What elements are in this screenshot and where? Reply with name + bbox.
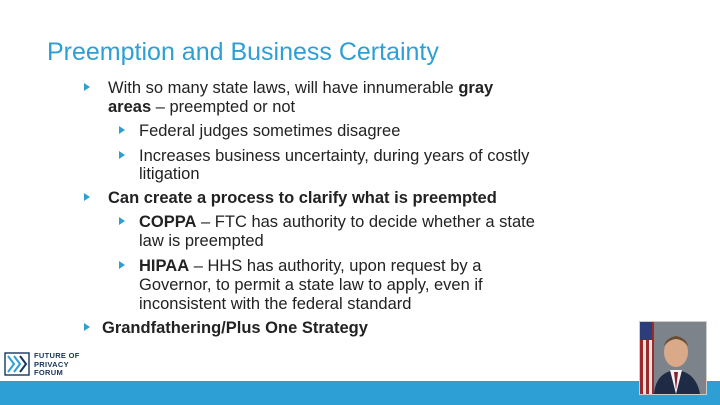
bullet-text-cont xyxy=(108,97,295,117)
fpf-logo-icon xyxy=(4,352,30,376)
bullet-text-part: – preempted or not xyxy=(151,98,296,116)
sub-bullet-text-cont: law is preempted xyxy=(139,232,264,250)
logo-text xyxy=(34,352,80,378)
bullet-text-bold: HIPAA xyxy=(139,257,190,275)
bullet-arrow-icon xyxy=(119,151,125,159)
bullet-text-part: With so many state laws, will have innumerable xyxy=(108,79,459,97)
logo-text-line: PRIVACY xyxy=(34,359,69,369)
bullet-arrow-icon xyxy=(119,217,125,225)
bullet-arrow-icon xyxy=(119,261,125,269)
sub-bullet-text-cont: Governor, to permit a state law to apply, even if xyxy=(139,276,483,294)
sub-bullet-text xyxy=(139,212,535,232)
bullet-text-bold: gray xyxy=(458,79,494,97)
sub-bullet-text: Increases business uncertainty, during years of costly xyxy=(139,147,530,165)
bullet-text-bold: areas xyxy=(108,98,152,116)
logo-text-line: FUTURE OF xyxy=(34,351,80,360)
speaker-photo xyxy=(639,321,707,395)
bullet-arrow-icon xyxy=(84,323,90,331)
future-of-privacy-forum-logo xyxy=(4,352,94,378)
logo-text-line: FORUM xyxy=(34,368,63,377)
bullet-arrow-icon xyxy=(119,126,125,134)
footer-bar xyxy=(0,381,720,405)
sub-bullet-text: Federal judges sometimes disagree xyxy=(139,122,401,140)
bullet-text-part: – HHS has authority, upon request by a xyxy=(189,257,482,275)
bullet-arrow-icon xyxy=(84,193,90,201)
bullet-text: Can create a process to clarify what is preempted xyxy=(108,189,497,207)
sub-bullet-text-cont: inconsistent with the federal standard xyxy=(139,295,412,313)
sub-bullet-text-cont: litigation xyxy=(139,165,200,183)
bullet-text-part: – FTC has authority to decide whether a state xyxy=(196,213,535,231)
bullet-text-bold: COPPA xyxy=(139,213,197,231)
bullet-text xyxy=(108,78,493,98)
bullet-arrow-icon xyxy=(84,83,90,91)
sub-bullet-text xyxy=(139,256,481,276)
speaker-portrait-image xyxy=(640,322,706,394)
slide-title: Preemption and Business Certainty xyxy=(47,38,439,66)
bullet-text: Grandfathering/Plus One Strategy xyxy=(102,319,368,337)
